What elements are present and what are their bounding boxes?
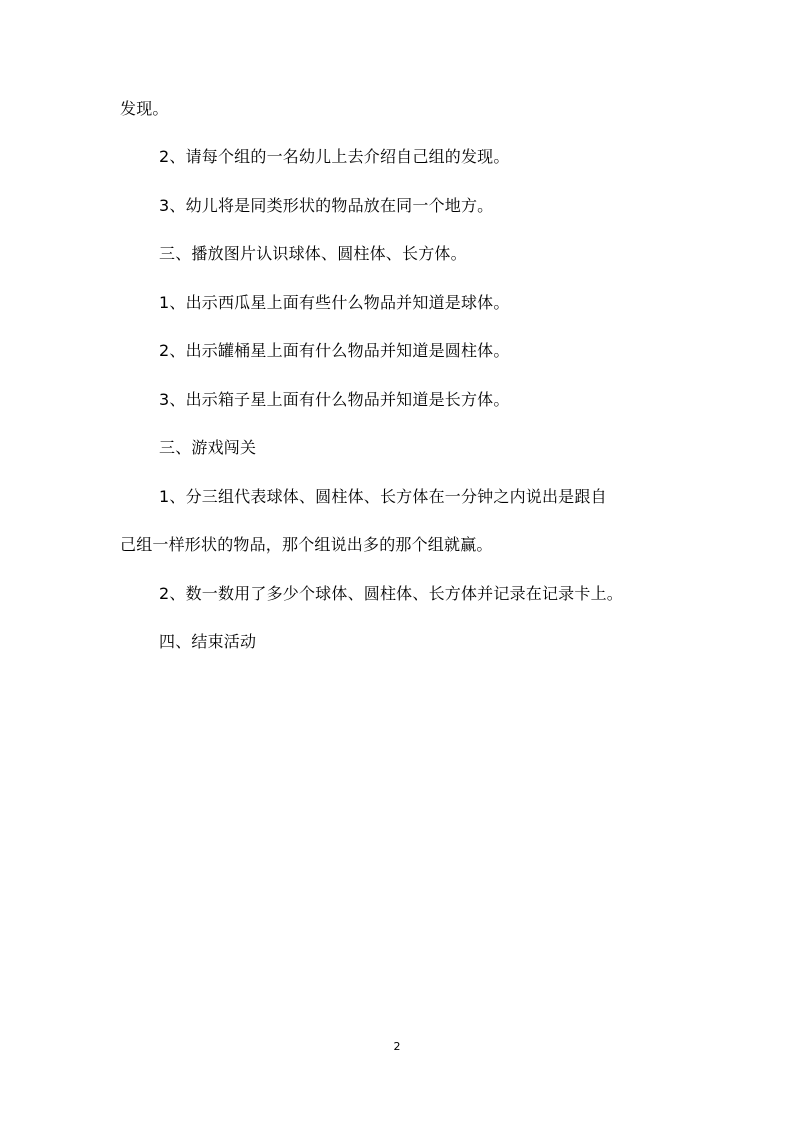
paragraph-step-2-introduce: 2、请每个组的一名幼儿上去介绍自己组的发现。 <box>159 147 510 166</box>
paragraph-step-2-cylinder: 2、出示罐桶星上面有什么物品并知道是圆柱体。 <box>159 341 510 360</box>
paragraph-step-3-cuboid: 3、出示箱子星上面有什么物品并知道是长方体。 <box>159 390 510 409</box>
section-heading-game: 三、游戏闯关 <box>159 438 257 457</box>
paragraph-step-1-sphere: 1、出示西瓜星上面有些什么物品并知道是球体。 <box>159 293 510 312</box>
paragraph-step-3-sort: 3、幼儿将是同类形状的物品放在同一个地方。 <box>159 196 494 215</box>
section-heading-end: 四、结束活动 <box>159 632 257 651</box>
paragraph-line-continuation: 发现。 <box>120 99 169 118</box>
paragraph-game-step-2: 2、数一数用了多少个球体、圆柱体、长方体并记录在记录卡上。 <box>159 584 623 603</box>
section-heading-pictures: 三、播放图片认识球体、圆柱体、长方体。 <box>159 244 467 263</box>
paragraph-game-step-1-continuation: 己组一样形状的物品，那个组说出多的那个组就赢。 <box>120 535 493 554</box>
paragraph-game-step-1: 1、分三组代表球体、圆柱体、长方体在一分钟之内说出是跟自 <box>159 487 607 506</box>
page-number: 2 <box>393 1040 401 1053</box>
